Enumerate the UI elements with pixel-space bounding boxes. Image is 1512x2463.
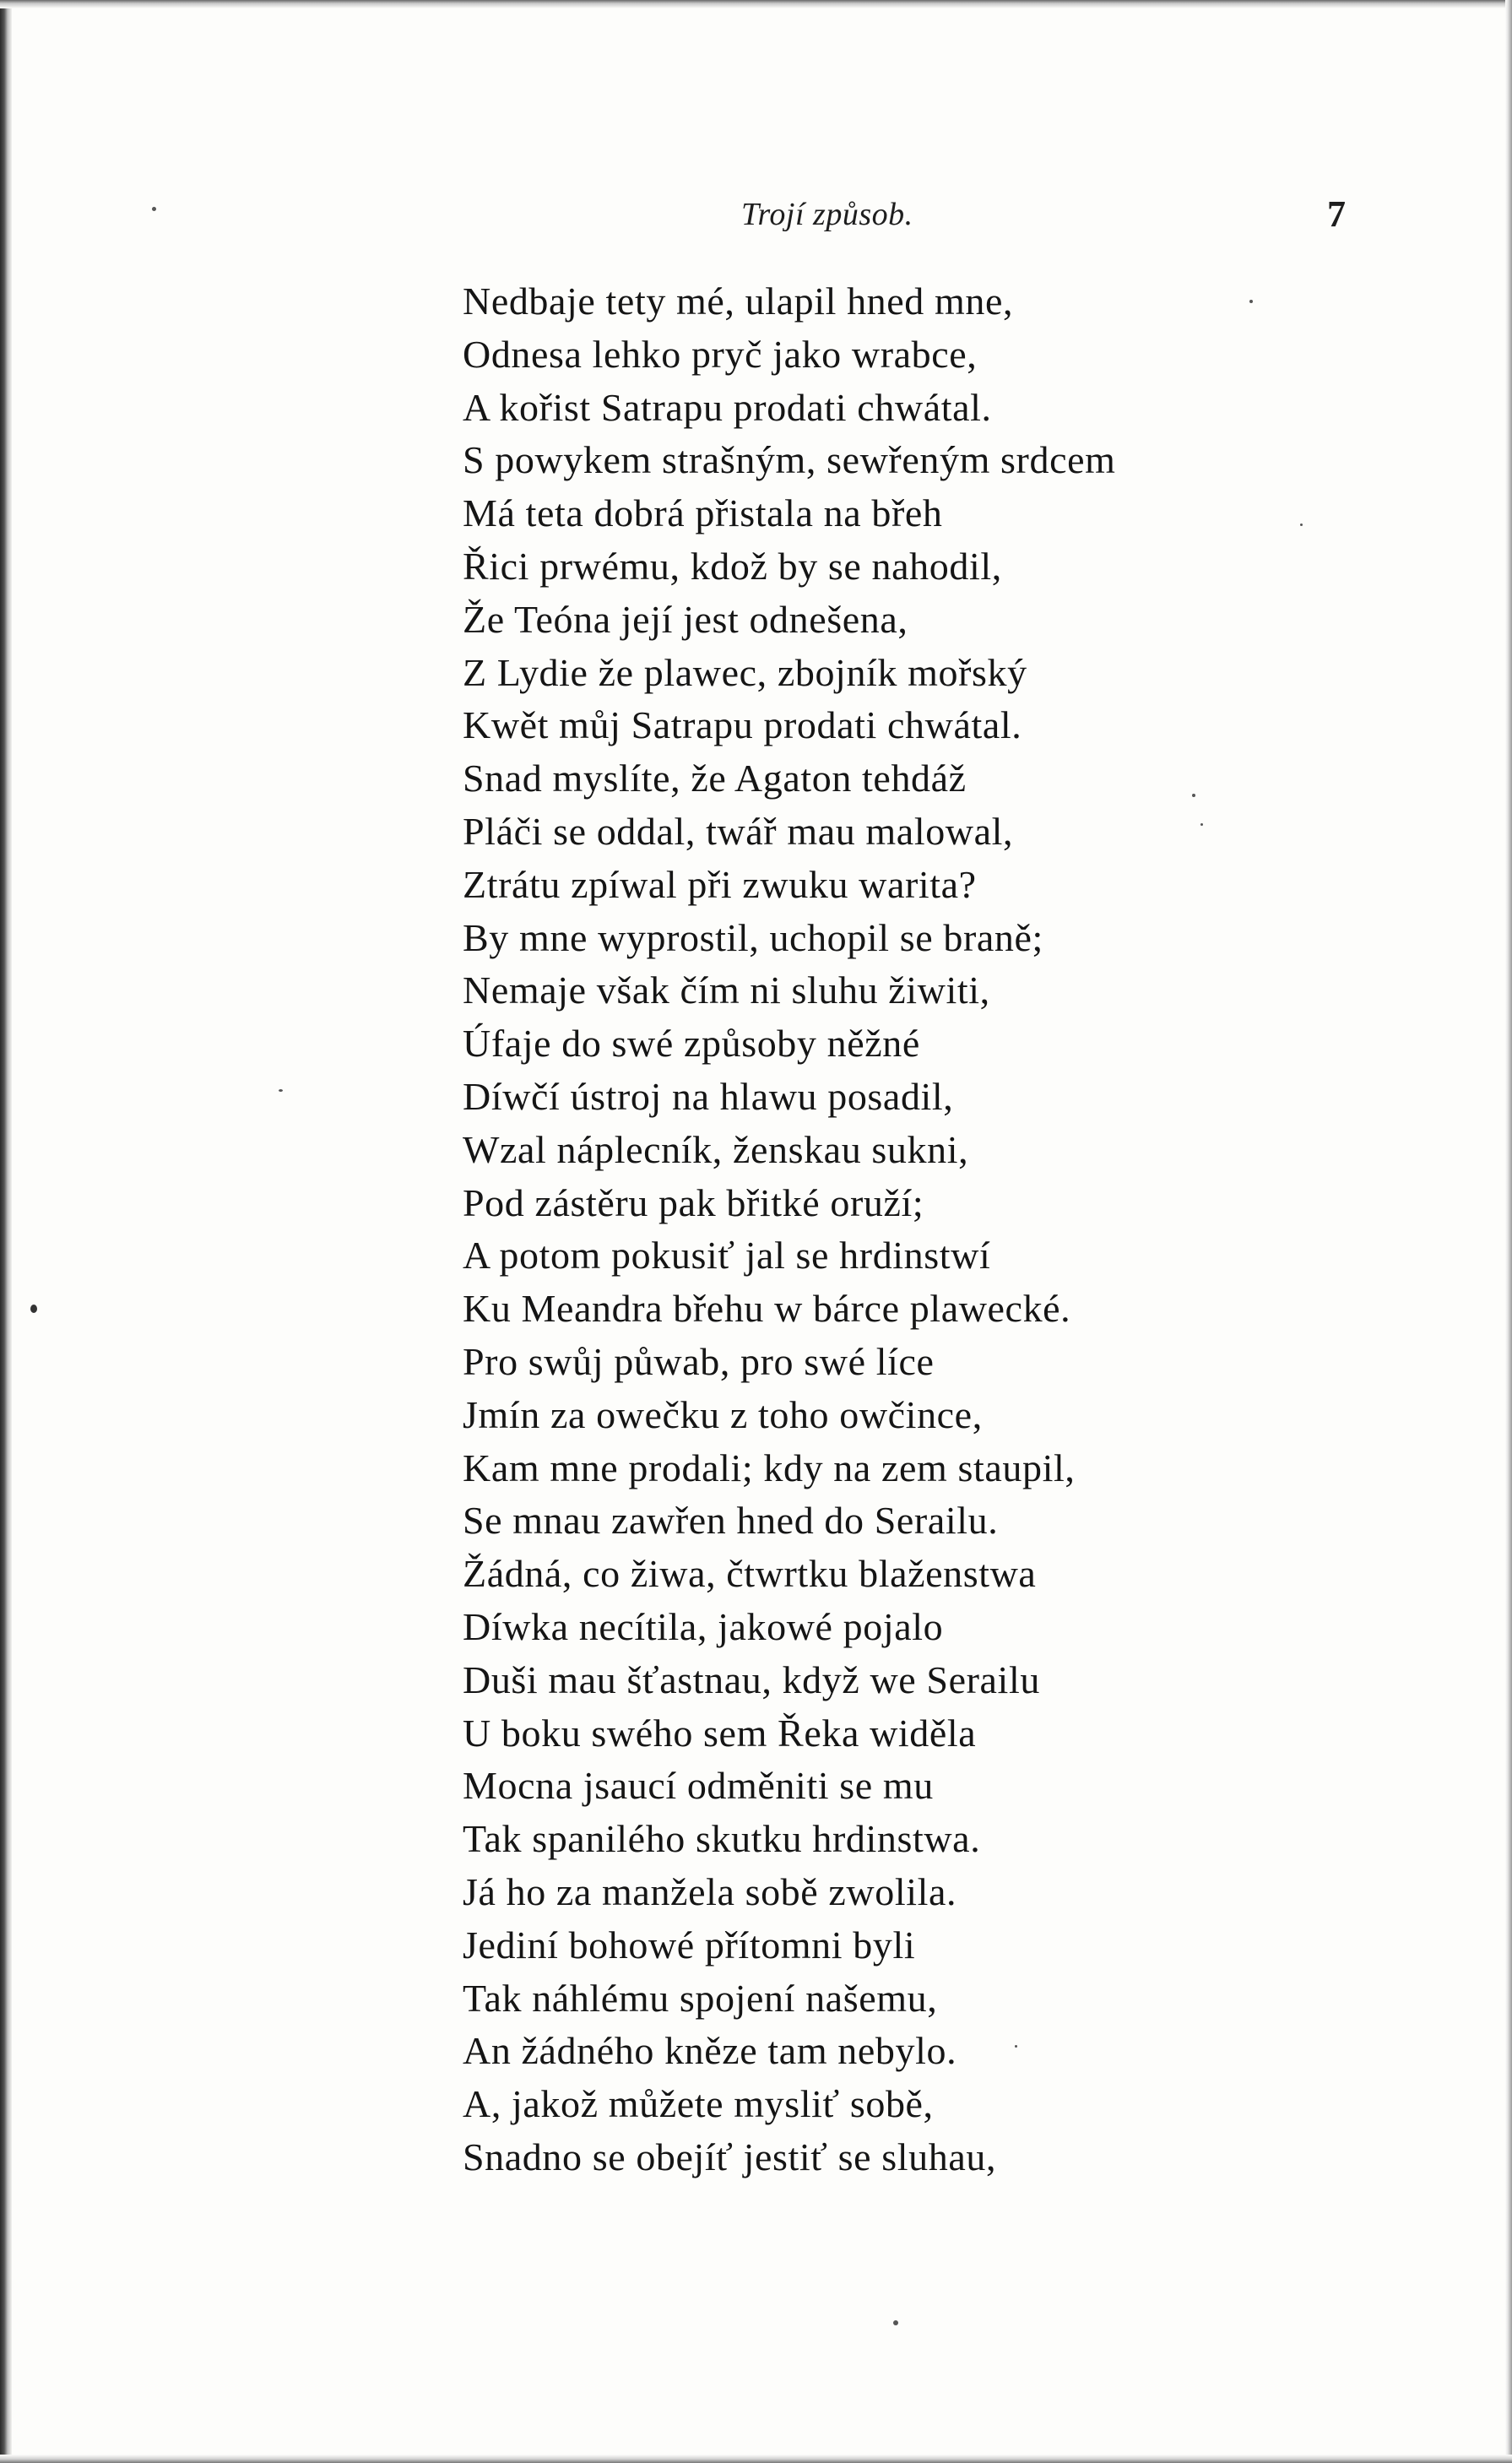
poem-line: S powykem strašným, sewřeným srdcem [463,438,1116,482]
poem-line: Jediní bohowé přítomni byli [463,1923,916,1967]
poem-line: Snad myslíte, že Agaton tehdáž [463,757,967,800]
poem-line: An žádného kněze tam nebylo. [463,2029,957,2073]
poem-line: Jmín za owečku z toho owčince, [463,1392,983,1436]
scan-speck [279,1089,283,1092]
page-number: 7 [1327,193,1346,235]
poem-line: A kořist Satrapu prodati chwátal. [463,385,992,429]
page-binding-edge [0,0,12,2463]
poem-line: Že Teóna její jest odnešena, [463,597,908,641]
page-bottom-edge [0,2455,1512,2463]
poem-line: Žádná, co žiwa, čtwrtku blaženstwa [463,1552,1037,1596]
poem-line: Má teta dobrá přistala na břeh [463,491,943,535]
poem-line: Díwka necítila, jakowé pojalo [463,1604,944,1648]
poem-line: Ztrátu zpíwal při zwuku warita? [463,862,977,906]
poem-line: Odnesa lehko pryč jako wrabce, [463,332,978,376]
poem-line: Nemaje však čím ni sluhu žiwiti, [463,968,990,1012]
poem-line: Ku Meandra břehu w bárce plawecké. [463,1287,1071,1331]
poem-line: Pro swůj půwab, pro swé líce [463,1339,935,1383]
poem-line: Kwět můj Satrapu prodati chwátal. [463,703,1022,747]
poem-line: Mocna jsaucí odměniti se mu [463,1764,934,1808]
poem-line: Tak náhlému spojení našemu, [463,1976,938,2020]
poem-line: Pod zástěru pak břitké oruží; [463,1180,924,1224]
poem-line: U boku swého sem Řeka widěla [463,1711,977,1755]
poem-line: Tak spanilého skutku hrdinstwa. [463,1817,981,1861]
poem-line: Duši mau šťastnau, když we Serailu [463,1657,1040,1701]
poem-line: A, jakož můžete mysliť sobě, [463,2082,934,2126]
scan-speck [893,2320,898,2325]
poem-line: Díwčí ústroj na hlawu posadil, [463,1074,954,1118]
poem-line: Z Lydie že plawec, zbojník mořský [463,650,1027,694]
poem-line: Pláči se oddal, twář mau malowal, [463,809,1014,853]
poem-line: Se mnau zawřen hned do Serailu. [463,1499,999,1543]
poem-line: Já ho za manžela sobě zwolila. [463,1869,957,1913]
poem-line: By mne wyprostil, uchopil se braně; [463,915,1043,959]
scan-speck [1192,794,1195,797]
poem-line: Snadno se obejíť jestiť se sluhau, [463,2135,997,2178]
scan-speck [152,207,156,211]
poem-line: Kam mne prodali; kdy na zem staupil, [463,1446,1076,1489]
poem-text [463,275,1433,2184]
scan-speck [1249,300,1253,303]
poem-line: Nedbaje tety mé, ulapil hned mne, [463,279,1014,323]
poem-line: Úfaje do swé způsoby něžné [463,1022,920,1066]
scan-speck [30,1305,37,1313]
scan-speck [1200,823,1203,826]
running-head-title: Trojí způsob. [741,197,913,232]
poem-line: A potom pokusiť jal se hrdinstwí [463,1234,991,1278]
poem-line: Řici prwému, kdož by se nahodil, [463,544,1002,588]
page-right-edge [1505,0,1512,2463]
scan-speck [1300,524,1303,526]
scan-speck [1015,2045,1017,2048]
page-top-edge [0,0,1512,8]
poem-line: Wzal náplecník, ženskau sukni, [463,1127,969,1171]
